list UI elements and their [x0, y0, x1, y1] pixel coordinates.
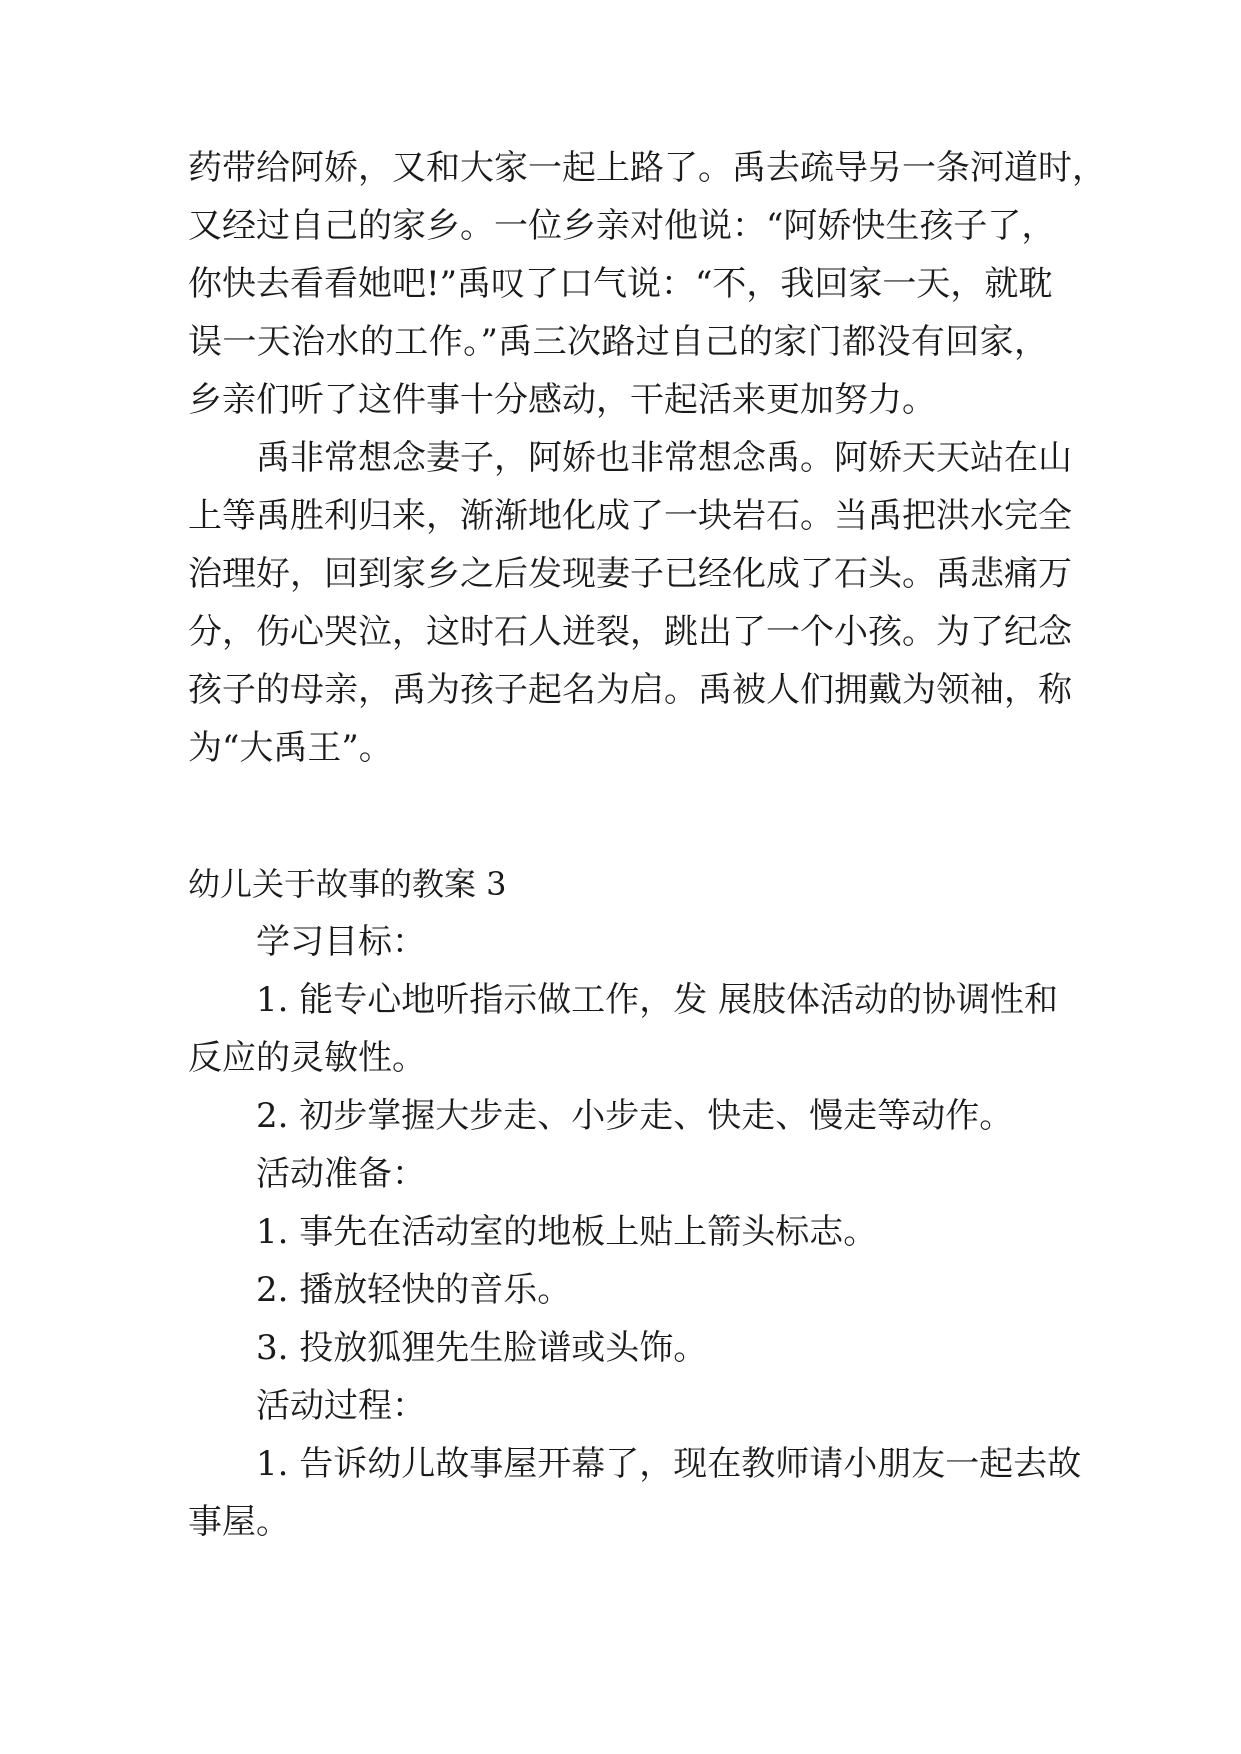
story-line-1: 药带给阿娇，又和大家一起上路了。禹去疏导另一条河道时，: [188, 148, 1106, 188]
prep-1: 1. 事先在活动室的地板上贴上箭头标志。: [256, 1212, 878, 1252]
process-label: 活动过程：: [256, 1386, 426, 1426]
ending-line-1: 禹非常想念妻子，阿娇也非常想念禹。阿娇天天站在山: [256, 438, 1072, 478]
prep-3: 3. 投放狐狸先生脸谱或头饰。: [256, 1328, 708, 1368]
ending-line-5: 孩子的母亲，禹为孩子起名为启。禹被人们拥戴为领袖，称: [188, 670, 1072, 710]
goal-1-line-2: 反应的灵敏性。: [188, 1038, 426, 1078]
ending-line-4: 分，伤心哭泣，这时石人迸裂，跳出了一个小孩。为了纪念: [188, 612, 1072, 652]
story-line-2: 又经过自己的家乡。一位乡亲对他说：“阿娇快生孩子了，: [188, 206, 1056, 246]
ending-line-6: 为“大禹王”。: [188, 728, 393, 768]
story-line-4: 误一天治水的工作。”禹三次路过自己的家门都没有回家，: [188, 322, 1048, 362]
process-1-line-2: 事屋。: [188, 1502, 290, 1542]
ending-line-2: 上等禹胜利归来，渐渐地化成了一块岩石。当禹把洪水完全: [188, 496, 1072, 536]
story-line-3: 你快去看看她吧!”禹叹了口气说：“不，我回家一天，就耽: [188, 264, 1053, 304]
goal-1-line-1: 1. 能专心地听指示做工作，发 展肢体活动的协调性和: [256, 980, 1059, 1020]
goals-label: 学习目标：: [256, 922, 426, 962]
section-title: 幼儿关于故事的教案 3: [188, 865, 507, 903]
process-1-line-1: 1. 告诉幼儿故事屋开幕了，现在教师请小朋友一起去故: [256, 1444, 1082, 1484]
prep-2: 2. 播放轻快的音乐。: [256, 1270, 572, 1310]
prep-label: 活动准备：: [256, 1154, 426, 1194]
goal-2: 2. 初步掌握大步走、小步走、快走、慢走等动作。: [256, 1096, 1014, 1136]
ending-line-3: 治理好，回到家乡之后发现妻子已经化成了石头。禹悲痛万: [188, 554, 1072, 594]
story-line-5: 乡亲们听了这件事十分感动，干起活来更加努力。: [188, 380, 936, 420]
